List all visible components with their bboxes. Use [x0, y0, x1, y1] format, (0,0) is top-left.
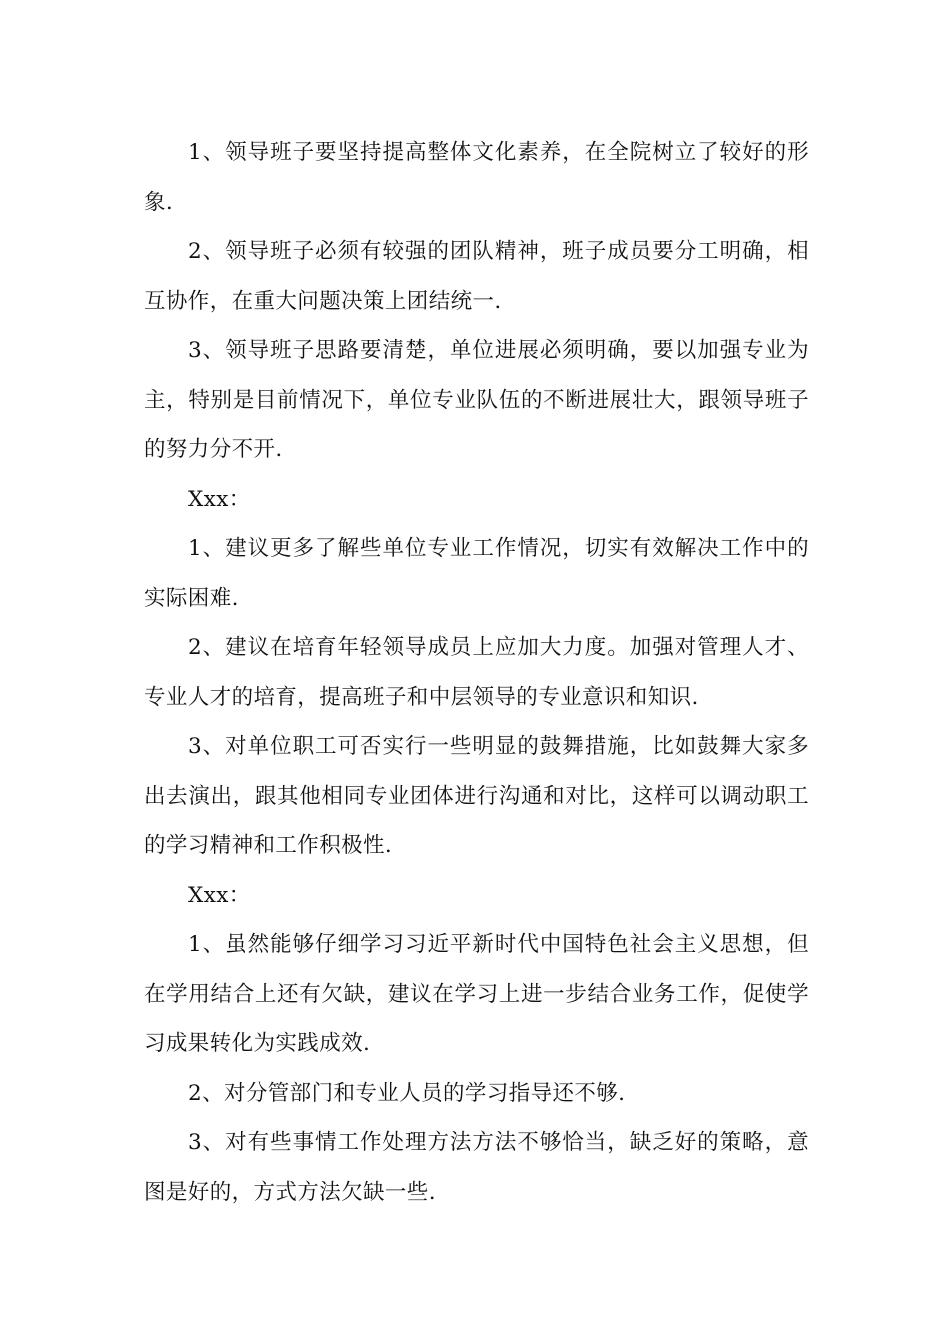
paragraph: 1、虽然能够仔细学习习近平新时代中国特色社会主义思想，但在学用结合上还有欠缺，建议在学习上进一步结合业务工作，促使学习成果转化为实践成效.: [144, 932, 809, 1056]
paragraph: 1、领导班子要坚持提高整体文化素养，在全院树立了较好的形象.: [144, 140, 809, 215]
document-body: [144, 128, 809, 1217]
paragraph: 2、建议在培育年轻领导成员上应加大力度。加强对管理人才、专业人才的培育，提高班子和中层领导的专业意识和知识.: [144, 635, 809, 710]
section-heading: Xxx：: [188, 486, 251, 512]
paragraph: 3、对有些事情工作处理方法方法不够恰当，缺乏好的策略，意图是好的，方式方法欠缺一些.: [144, 1130, 809, 1205]
paragraph: 1、建议更多了解些单位专业工作情况，切实有效解决工作中的实际困难.: [144, 536, 809, 611]
paragraph: 2、领导班子必须有较强的团队精神，班子成员要分工明确，相互协作，在重大问题决策上团结统一.: [144, 239, 809, 314]
section-heading: Xxx：: [188, 882, 251, 908]
paragraph: 3、对单位职工可否实行一些明显的鼓舞措施，比如鼓舞大家多出去演出，跟其他相同专业团体进行沟通和对比，这样可以调动职工的学习精神和工作积极性.: [144, 734, 809, 858]
paragraph: 3、领导班子思路要清楚，单位进展必须明确，要以加强专业为主，特别是目前情况下，单位专业队伍的不断进展壮大，跟领导班子的努力分不开.: [144, 338, 809, 462]
paragraph: 2、对分管部门和专业人员的学习指导还不够.: [188, 1080, 626, 1106]
